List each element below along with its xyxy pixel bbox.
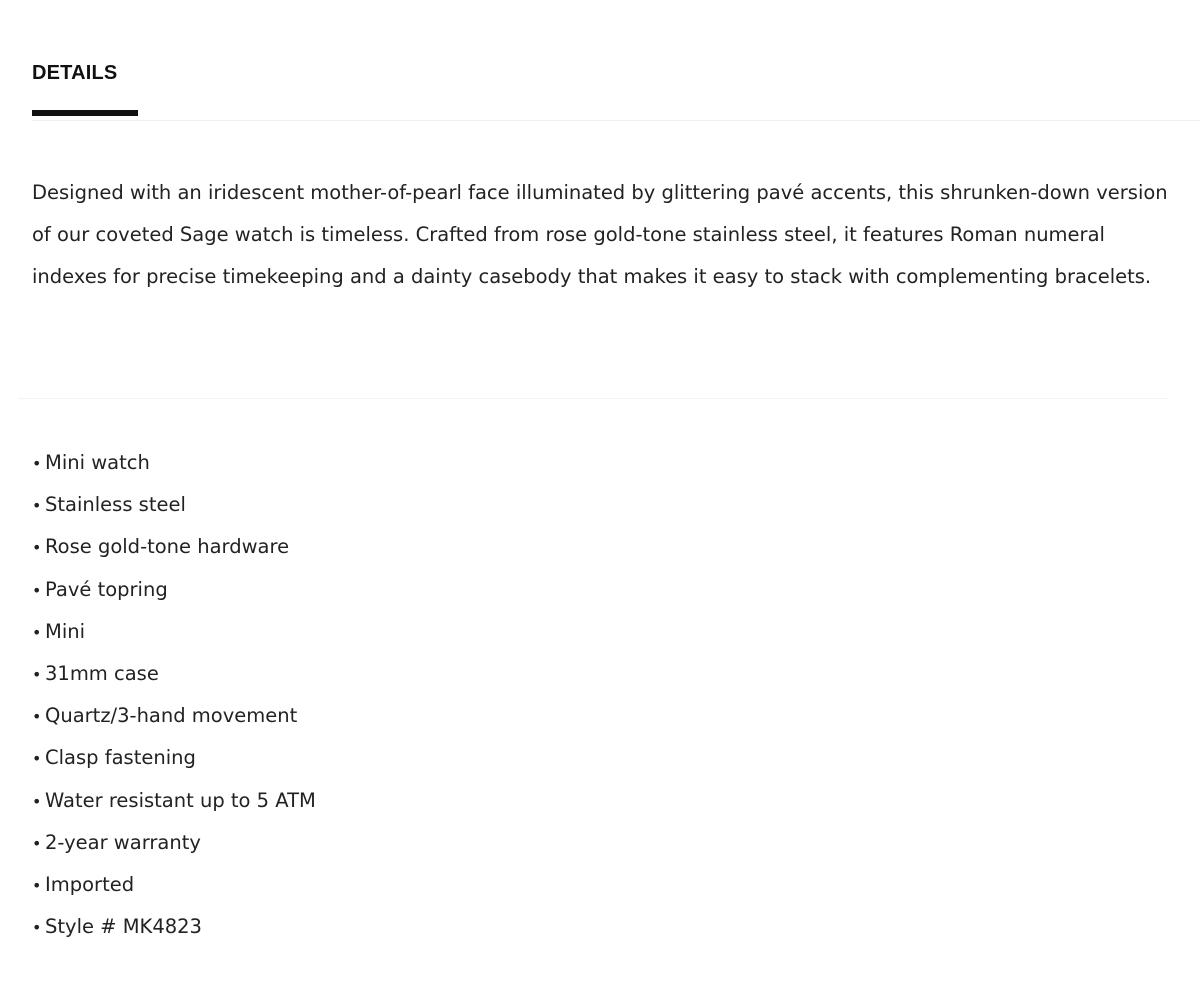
bullet-icon: •	[32, 833, 42, 853]
bullet-icon: •	[32, 791, 42, 811]
feature-item	[32, 569, 316, 611]
feature-text: Stainless steel	[45, 493, 186, 517]
tab-details[interactable]: DETAILS	[32, 62, 118, 84]
bullet-icon: •	[32, 622, 42, 642]
feature-item	[32, 526, 316, 568]
tab-bar	[32, 58, 1200, 121]
feature-text: Pavé topring	[45, 577, 168, 601]
feature-text: Rose gold-tone hardware	[45, 535, 290, 559]
bullet-icon: •	[32, 664, 42, 684]
feature-text: Mini watch	[45, 451, 150, 474]
product-description: Designed with an iridescent mother-of-pearl face illuminated by glittering pavé accents, this shrunken-down version of our coveted Sage watch is timeless. Crafted from rose gold-tone stainless steel, it features Roman numeral indexes for precise timekeeping and a dainty casebody that makes it easy to stack with complementing bracelets.	[32, 181, 1168, 288]
feature-text: Water resistant up to 5 ATM	[45, 788, 316, 812]
feature-item	[32, 442, 316, 484]
feature-item	[32, 822, 316, 864]
feature-text: Quartz/3-hand movement	[45, 704, 298, 728]
feature-item	[32, 864, 316, 906]
feature-item	[32, 780, 316, 822]
feature-text: 2-year warranty	[45, 830, 201, 854]
feature-item	[32, 653, 316, 695]
bullet-icon: •	[32, 918, 42, 938]
feature-item	[32, 906, 316, 948]
bullet-icon: •	[32, 538, 42, 558]
bullet-icon: •	[32, 749, 42, 769]
feature-item	[32, 737, 316, 779]
feature-text: Imported	[45, 872, 135, 896]
bullet-icon: •	[32, 496, 42, 516]
bullet-icon: •	[32, 580, 42, 600]
feature-list	[32, 442, 316, 948]
bullet-icon: •	[32, 454, 42, 473]
tab-active-indicator	[32, 110, 138, 116]
feature-item	[32, 484, 316, 526]
feature-item	[32, 695, 316, 737]
feature-text: Style # MK4823	[45, 915, 202, 939]
feature-text: 31mm case	[45, 661, 159, 685]
feature-text: Clasp fastening	[45, 746, 196, 770]
feature-item	[32, 611, 316, 653]
feature-text: Mini	[45, 619, 86, 643]
bullet-icon: •	[32, 875, 42, 895]
bullet-icon: •	[32, 707, 42, 727]
section-divider	[18, 398, 1168, 399]
